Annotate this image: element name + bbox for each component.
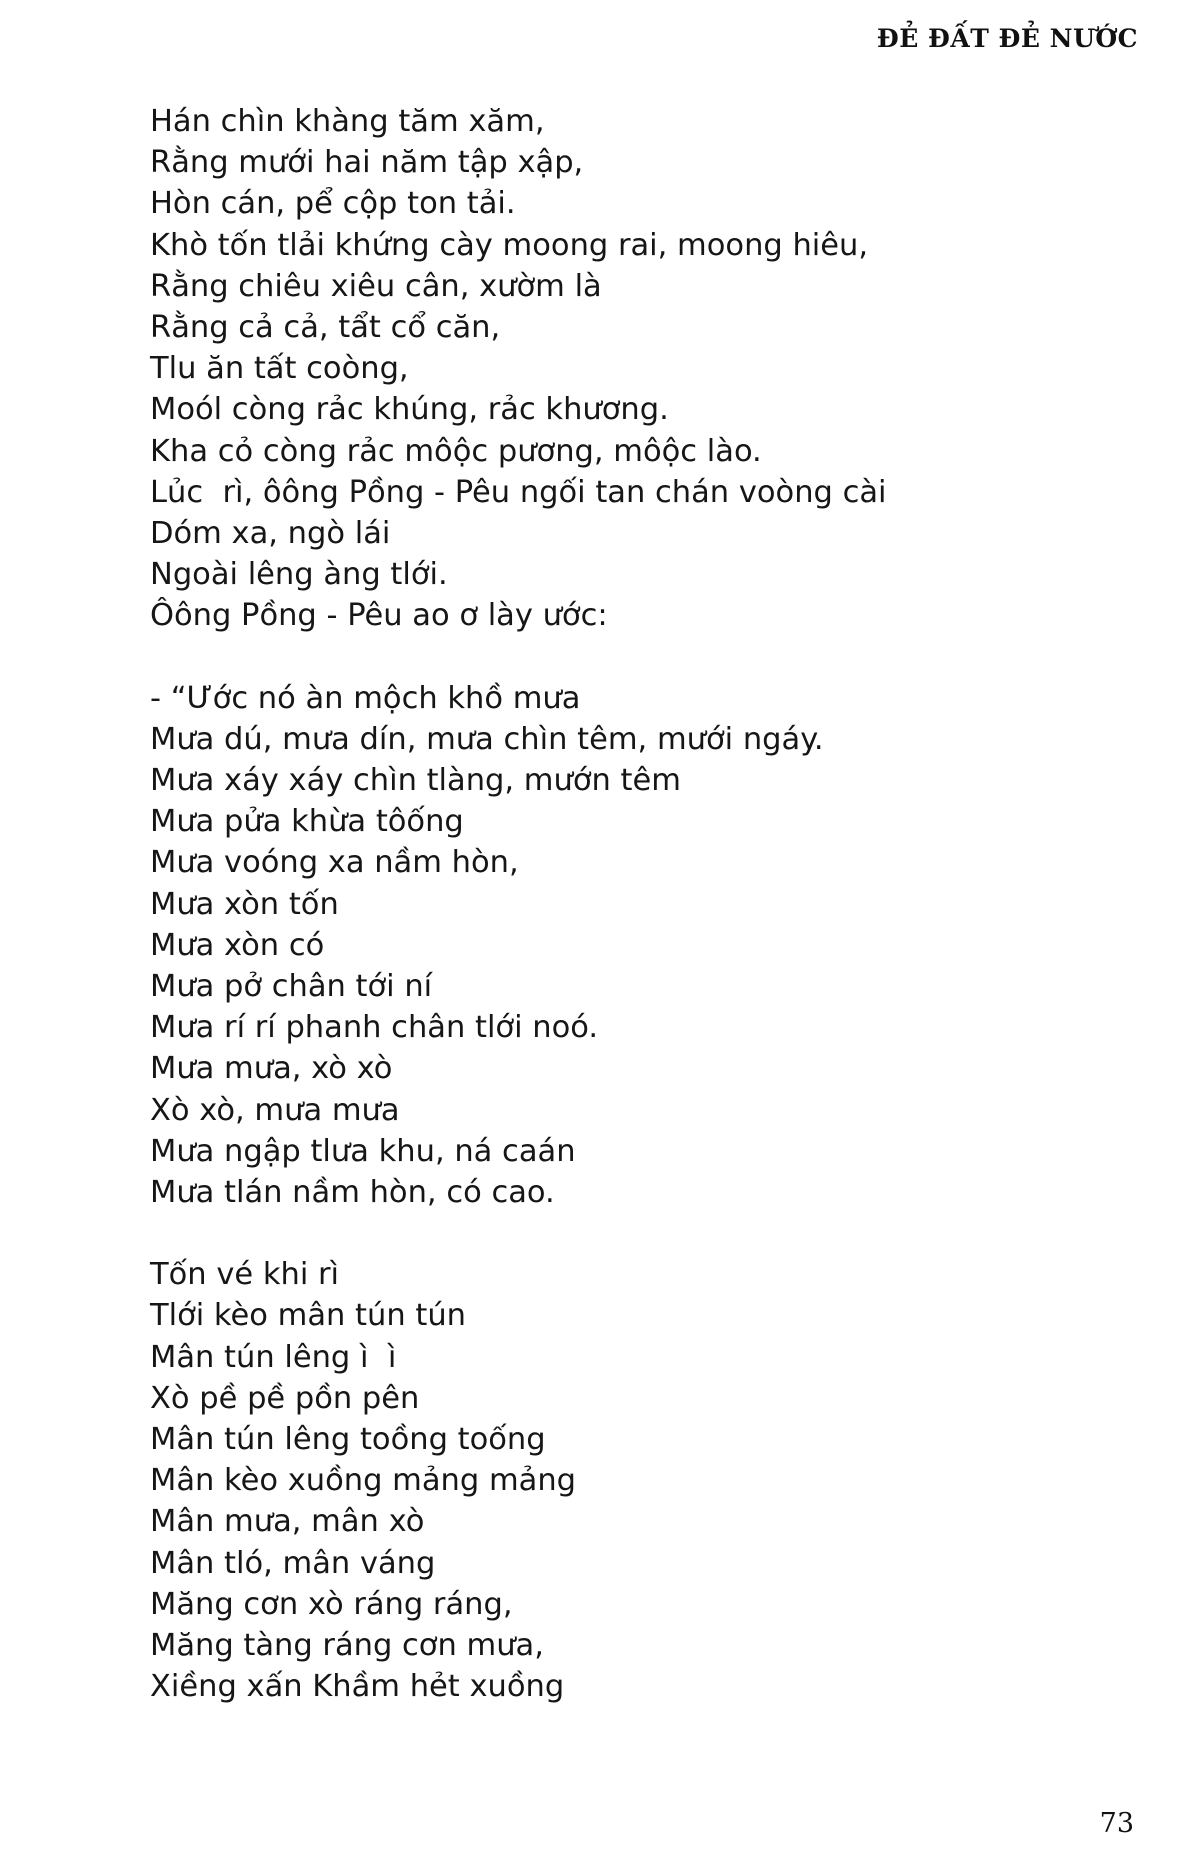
poem-line: Rằng mưới hai năm tập xập, bbox=[150, 145, 584, 181]
poem-line: Mưa tlán nầm hòn, có cao. bbox=[150, 1174, 555, 1210]
poem-line: Mưa dú, mưa dín, mưa chìn têm, mưới ngáy. bbox=[150, 721, 824, 757]
poem-line: Mưa xòn tốn bbox=[150, 886, 339, 922]
running-header: ĐẺ ĐẤT ĐẺ NƯỚC bbox=[876, 24, 1138, 53]
poem-body bbox=[150, 101, 887, 1707]
poem-line: Mân kèo xuồng mảng mảng bbox=[150, 1463, 577, 1499]
poem-line: Xiềng xấn Khầm hẻt xuồng bbox=[150, 1669, 565, 1705]
poem-line: Khò tốn tlải khứng cày moong rai, moong hiêu, bbox=[150, 227, 869, 263]
poem-line: Mân tún lêng ì ì bbox=[150, 1339, 397, 1375]
poem-line: Tlu ăn tất coòng, bbox=[150, 351, 409, 387]
page-number: 73 bbox=[1099, 1808, 1134, 1839]
poem-line: Mân tló, mân váng bbox=[150, 1545, 436, 1581]
stanza-1 bbox=[150, 101, 887, 636]
poem-line: Mưa rí rí phanh chân tlới noó. bbox=[150, 1010, 599, 1046]
poem-line: Mưa pở chân tới ní bbox=[150, 968, 433, 1004]
stanza-3 bbox=[150, 1254, 887, 1707]
poem-line: Ngoài lêng àng tlới. bbox=[150, 557, 448, 593]
poem-line: Rằng chiêu xiêu cân, xườm là bbox=[150, 268, 602, 304]
stanza-2 bbox=[150, 678, 887, 1213]
poem-line: Mưa ngập tlưa khu, ná caán bbox=[150, 1133, 576, 1169]
poem-line: Ôông Pồng - Pêu ao ơ lày ước: bbox=[150, 598, 608, 634]
poem-line: Mưa pửa khừa tôống bbox=[150, 804, 464, 840]
poem-line: - “Ước nó àn mộch khồ mưa bbox=[150, 680, 581, 716]
poem-line: Dóm xa, ngò lái bbox=[150, 515, 391, 551]
poem-line: Rằng cả cả, tẩt cổ căn, bbox=[150, 309, 501, 345]
poem-line: Xò pề pề pồn pên bbox=[150, 1380, 420, 1416]
poem-line: Mưa xòn có bbox=[150, 927, 325, 963]
poem-line: Mưa mưa, xò xò bbox=[150, 1051, 393, 1087]
poem-line: Xò xò, mưa mưa bbox=[150, 1092, 400, 1128]
poem-line: Tlới kèo mân tún tún bbox=[150, 1298, 466, 1334]
poem-line: Mưa xáy xáy chìn tlàng, mướn têm bbox=[150, 763, 681, 798]
poem-line: Moól còng rảc khúng, rảc khương. bbox=[150, 392, 669, 428]
poem-line: Mân tún lêng toồng toống bbox=[150, 1422, 546, 1457]
poem-line: Hòn cán, pể cộp ton tải. bbox=[150, 186, 516, 222]
poem-line: Măng tàng ráng cơn mưa, bbox=[150, 1627, 544, 1663]
poem-line: Tốn vé khi rì bbox=[150, 1257, 340, 1293]
poem-line: Mân mưa, mân xò bbox=[150, 1504, 425, 1540]
poem-line: Kha cỏ còng rảc môộc pương, môộc lào. bbox=[150, 433, 762, 469]
poem-line: Hán chìn khàng tăm xăm, bbox=[150, 104, 545, 139]
poem-line: Măng cơn xò ráng ráng, bbox=[150, 1586, 513, 1622]
poem-line: Lủc rì, ôông Pồng - Pêu ngối tan chán voòng cài bbox=[150, 474, 887, 510]
poem-line: Mưa voóng xa nầm hòn, bbox=[150, 845, 519, 881]
